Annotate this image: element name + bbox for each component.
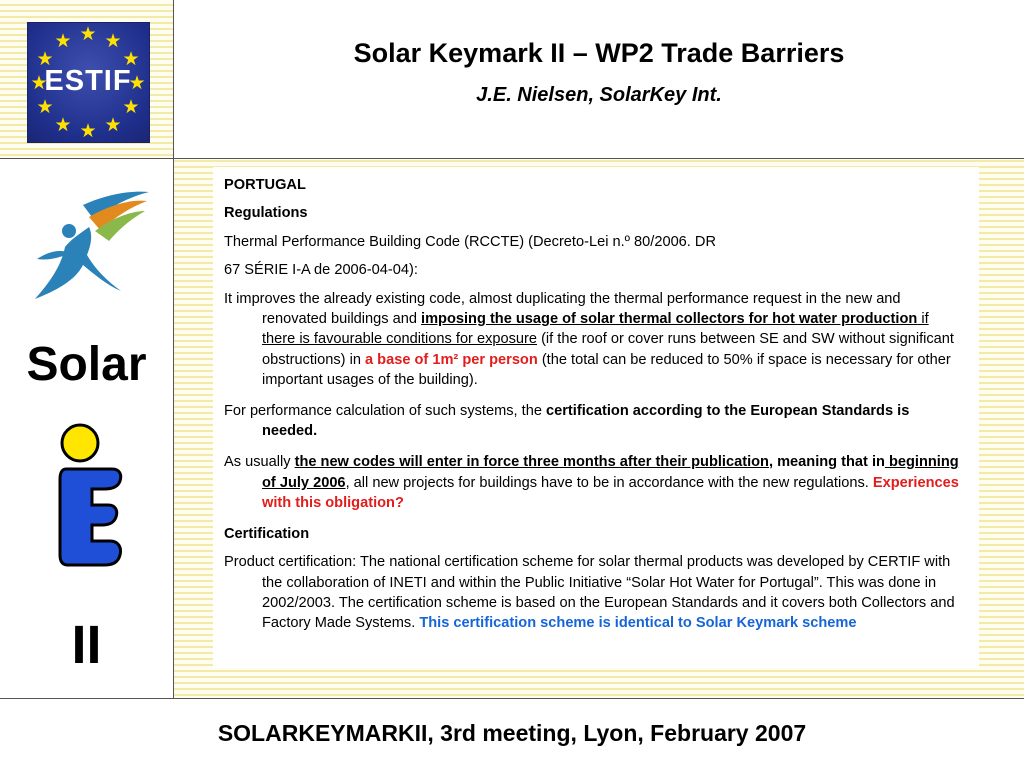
eu-star-icon: ★ <box>122 97 140 118</box>
solar-wordmark: Solar <box>26 338 147 391</box>
emphasis-imposing-solar: imposing the usage of solar thermal collectors for hot water production <box>421 311 918 328</box>
code-reference-line2: 67 SÉRIE I-A de 2006-04-04): <box>224 262 418 279</box>
eu-star-icon: ★ <box>104 31 122 52</box>
eu-star-icon: ★ <box>79 24 97 45</box>
text-run: (if the roof or cover runs between SE and SW without significant obstructions) in <box>262 331 954 368</box>
red-emphasis-experiences-question: Experiences with this obligation? <box>262 474 959 512</box>
text-run: Product certification: The national certification scheme for solar thermal products was developed by CERTIF with the collaboration of INETI and within the Public Initiative “Solar Hot Water for Portugal”. This was done in 2002/2003. The certification scheme is based on the European Standards and it covers both Collectors and Factory Made Systems. <box>224 554 955 632</box>
emphasis-enter-in-force: the new codes will enter in force three months after their publication <box>294 454 769 471</box>
slide-subtitle: J.E. Nielsen, SolarKey Int. <box>476 84 722 106</box>
footer-cell <box>0 699 1024 768</box>
code-reference-line1: Thermal Performance Building Code (RCCTE) (Decreto-Lei n.º 80/2006. DR <box>224 233 716 250</box>
eu-star-icon: ★ <box>36 97 54 118</box>
divider <box>0 698 1024 699</box>
blue-emphasis-identical-scheme: This certification scheme is identical to Solar Keymark scheme <box>419 615 857 632</box>
eu-star-icon: ★ <box>36 49 54 70</box>
underlined-exposure-condition: if there is favourable conditions for exposure <box>262 311 929 348</box>
emphasis-july-2006: beginning of July 2006 <box>262 454 959 491</box>
text-run: As usually <box>224 454 295 471</box>
ie-mascot-icon <box>58 421 124 583</box>
paragraph-code-improvement <box>224 289 965 391</box>
paragraph-new-codes <box>224 452 965 513</box>
eu-star-icon: ★ <box>104 115 122 136</box>
text-run: For performance calculation of such systems, the <box>224 403 547 420</box>
eu-star-icon: ★ <box>30 73 48 94</box>
estif-logo <box>27 22 150 143</box>
solar-keymark-logo-column <box>0 159 173 698</box>
divider <box>173 0 174 698</box>
logo-cell <box>0 0 173 158</box>
text-run: , all new projects for buildings have to be in accordance with the new regulations. <box>345 474 873 491</box>
slide-title: Solar Keymark II – WP2 Trade Barriers <box>353 38 845 68</box>
paragraph-product-certification <box>224 552 965 634</box>
red-emphasis-base-per-person: a base of 1m² per person <box>365 351 538 368</box>
paragraph-performance-calculation <box>224 401 965 442</box>
country-heading: PORTUGAL <box>224 177 306 193</box>
eu-star-icon: ★ <box>54 115 72 136</box>
divider <box>0 158 1024 159</box>
swoosh-figure-icon <box>25 187 155 312</box>
certification-heading: Certification <box>224 525 310 542</box>
estif-logo-text: ESTIF <box>44 65 132 97</box>
emphasis-certification-needed: certification according to the European Standards is needed. <box>262 403 910 440</box>
footer-text: SOLARKEYMARKII, 3rd meeting, Lyon, February 2007 <box>217 720 807 746</box>
eu-star-icon: ★ <box>122 49 140 70</box>
emphasis-meaning-that: , meaning that in <box>768 454 885 471</box>
eu-star-icon: ★ <box>128 73 146 94</box>
title-cell <box>174 0 1024 158</box>
text-run: (the total can be reduced to 50% if space is necessary for other important usages of the building). <box>262 351 951 389</box>
eu-star-icon: ★ <box>54 31 72 52</box>
eu-star-icon: ★ <box>79 121 97 142</box>
roman-numeral-two: II <box>71 615 102 675</box>
content-box <box>213 167 979 668</box>
regulations-heading: Regulations <box>224 205 308 222</box>
text-run: It improves the already existing code, almost duplicating the thermal performance request in the new and renovated buildings and <box>224 290 901 328</box>
